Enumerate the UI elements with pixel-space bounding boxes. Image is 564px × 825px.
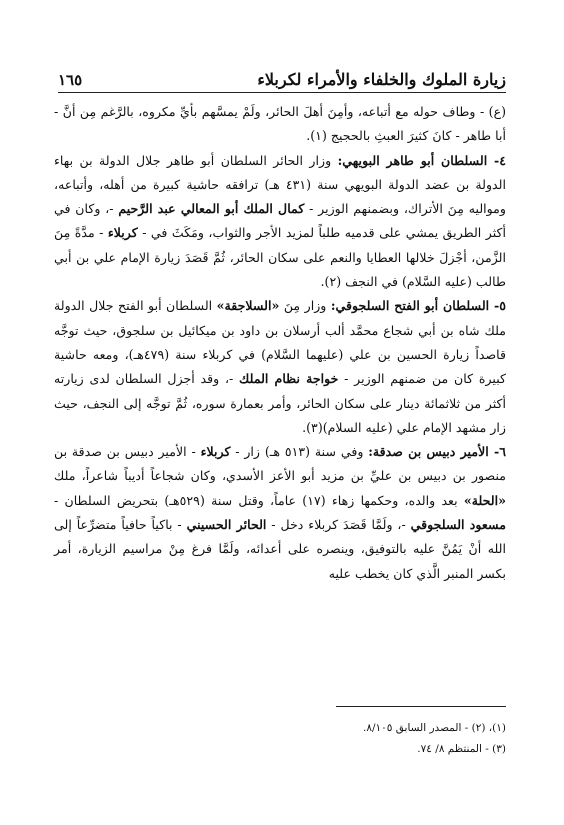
section-4-text-c: - مدَّةً مِنَ الزَّمن، أجْزلَ خلالها العطايا والنعم على سكان الحائر، ثُمَّ قَصَدَ زيارة الإمام علي بن أبي طالب (عليه السَّلام) في النجف (٢). [54, 225, 506, 290]
footnotes [58, 718, 506, 760]
section-4-bold-place: كربلاء [107, 225, 138, 241]
section-6-text-d: -، ولَمَّا قَصَدَ كربلاء دخل - [266, 517, 411, 533]
section-5-bold-dynasty: «السلاجقة» [216, 298, 280, 314]
running-header [58, 66, 506, 93]
footnote-1-2: (١)، (٢) - المصدر السابق ٨/١٠٥. [363, 722, 506, 734]
section-4-heading: ٤- السلطان أبو طاهر البويهي: [337, 152, 507, 168]
section-6-bold-shrine: الحائر الحسيني [186, 517, 267, 533]
section-5-text-b: السلطان أبو الفتح جلال الدولة ملك شاه بن أبي شجاع محمَّد ألب أرسلان بن داود بن ميكائيل بن سلجوق، حيث توجَّه قاصداً زيارة الحسين بن علي (عليهما السَّلام) في كربلاء سنة (٤٧٩هـ)، ومعه حاشية كبيرة كان من ضمنهم الوزير - [54, 298, 506, 387]
main-text [54, 100, 506, 586]
section-5-paragraph [54, 294, 506, 440]
section-4-text-b: -، وكان في أكثر الطريق يمشي على قدميه طلباً لمزيد الأجر والثواب، ومَكَثَ في - [54, 201, 506, 241]
section-5-text-a: وزار مِنَ [279, 298, 331, 314]
section-6-heading: ٦- الأمير دبيس بن صدقة: [368, 444, 506, 460]
section-5-heading: ٥- السلطان أبو الفتح السلجوقي: [330, 298, 506, 314]
section-5-text-c: -، وقد أجزل السلطان لدى زيارته أكثر من ثلاثمائة دينار على سكان الحائر، وأمر بعمارة سوره، ثُمَّ توجَّه إلى النجف، حيث زار مشهد الإمام علي (عليه السلام)(٣). [54, 371, 506, 435]
section-4-bold-name: كمال الملك أبو المعالي عبد الرَّحيم [118, 201, 305, 217]
section-6-text-e: - باكياً حافياً متضرِّعاً إلى الله أنْ يَمُنَّ عليه بالتوفيق، وينصره على أعدائه، ولَمَّا فرغ مِنْ مراسيم الزيارة، أمر بكسر المنبر الَّذي كان يخطب عليه [54, 517, 506, 581]
section-5-bold-vizier: خواجة نظام الملك [239, 371, 339, 387]
paragraph-continuation: (ع) - وطاف حوله مع أتباعه، وأمِنَ أهلَ الحائر، ولَمْ يمسَّهم بأيِّ مكروه، بالرَّغم مِن أنَّ - أبا طاهر - كانَ كثيرَ العبثِ بالحجيج (١). [54, 104, 506, 144]
section-4-paragraph [54, 149, 506, 295]
running-title: زيارة الملوك والخلفاء والأمراء لكربلاء [257, 70, 506, 89]
section-6-paragraph [54, 440, 506, 586]
footnote-3: (٣) - المنتظم ٨/ ٧٤. [417, 743, 506, 755]
page-number: ١٦٥ [58, 71, 83, 89]
section-6-text-b: - الأمير دبيس بن صدقة بن منصور بن دبيس بن عليِّ بن مزيد أبو الأعز الأسدي، وكان شجاعاً أديباً شاعراً، ملك [54, 444, 506, 484]
section-6-bold-sultan: مسعود السلجوقي [410, 517, 506, 533]
section-6-bold-city: «الحلة» [463, 492, 506, 508]
section-6-text-c: بعد والده، وحكمها زهاء (١٧) عاماً، وقتل سنة (٥٢٩هـ) بتحريض السلطان - [54, 492, 464, 508]
footnote-divider [336, 706, 506, 707]
section-6-bold-place: كربلاء [200, 444, 231, 460]
section-4-text-a: وزار الحائر السلطان أبو طاهر جلال الدولة بن بهاء الدولة بن عضد الدولة البويهي سنة (٤٣١ هـ) ترافقه حاشية كبيرة من أهله، وأتباعه، ومواليه مِنَ الأتراك، وبضمنهم الوزير - [54, 152, 507, 217]
section-6-text-a: وفي سنة (٥١٣ هـ) زار - [230, 444, 369, 460]
